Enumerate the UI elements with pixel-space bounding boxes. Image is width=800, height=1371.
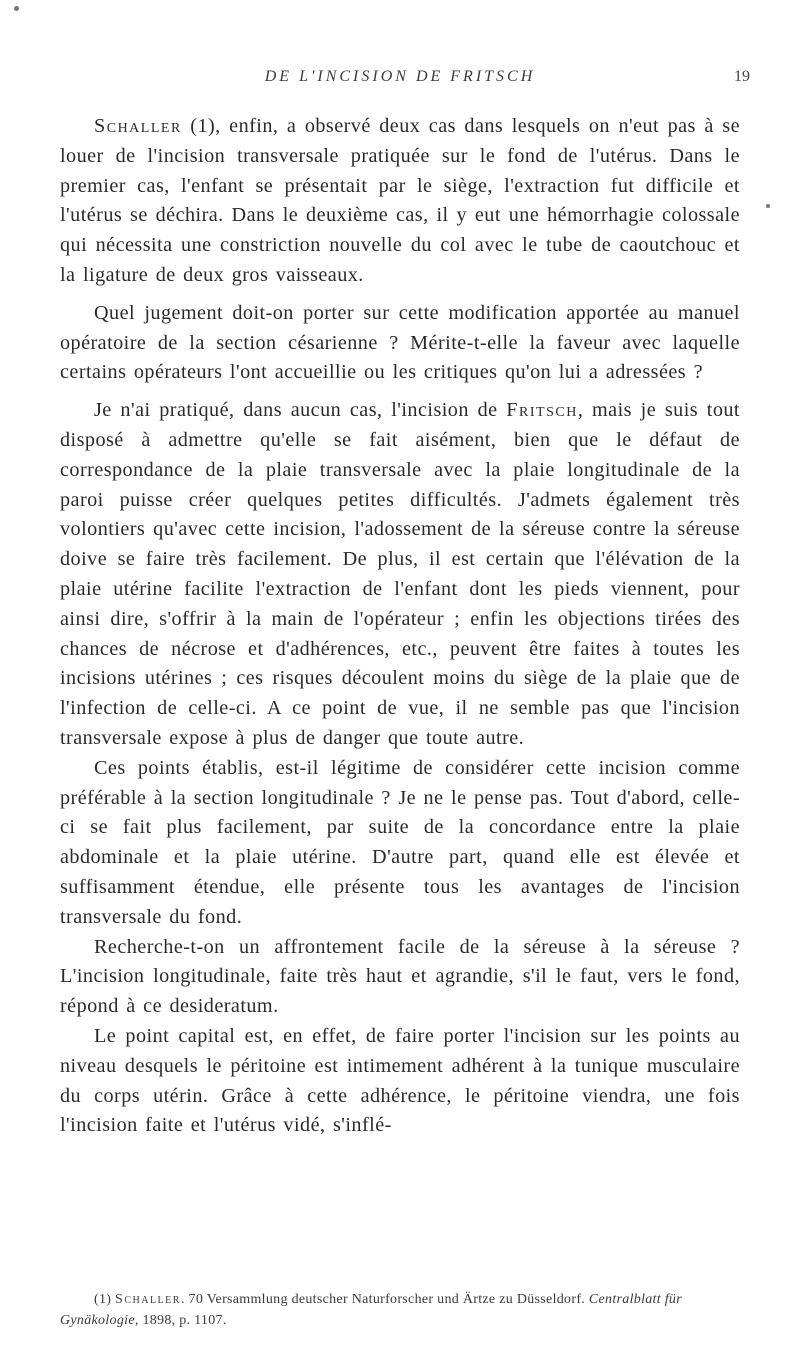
ink-speck [14,6,19,11]
paragraph-4 [60,754,740,933]
footnote-main: . 70 Versammlung deutscher Naturforscher und Ärtze zu Düsseldorf. [180,1292,589,1307]
footnote-tail: , 1898, p. 1107. [134,1313,227,1328]
paragraph-3-lead: Je n'ai pratiqué, dans aucun cas, l'incision de [94,399,507,422]
paragraph-1 [60,112,740,291]
running-title: DE L'INCISION DE FRITSCH [264,68,536,85]
paragraph-3-text: , mais je suis tout disposé à admettre qu'elle se fait aisément, bien que le défaut de correspondance de la plaie transversale avec la plaie longitudinale de la paroi puisse créer quelques petites difficultés. J'admets également très volontiers qu'avec cette incision, l'adossement de la séreuse contre la séreuse doive se faire très facilement. De plus, il est certain que l'élévation de la plaie utérine facilite l'extraction de l'enfant dont les pieds viennent, pour ainsi dire, s'offrir à la main de l'opérateur ; enfin les objections tirées des chances de nécrose et d'adhérences, etc., peuvent être faites à toutes les incisions utérines ; ces risques découlent moins du siège de la plaie que de l'infection de celle-ci. A ce point de vue, il ne semble pas que l'incision transversale expose à plus de danger que toute autre. [60,399,740,749]
author-name: Schaller [94,115,182,137]
footnote [60,1289,740,1331]
author-name: Fritsch [506,399,578,422]
paragraph-6 [60,1022,740,1141]
paragraph-2-text: Quel jugement doit-on porter sur cette modification apportée au manuel opératoire de la section césarienne ? Mérite-t-elle la faveur avec laquelle certains opérateurs l'ont accueillie ou les critiques qu'on lui a adressées ? [60,301,740,384]
paragraph-2 [60,299,740,388]
footnote-author: Schaller [115,1292,181,1307]
paragraph-1-text: (1), enfin, a observé deux cas dans lesquels on n'eut pas à se louer de l'incision transversale pratiquée sur le fond de l'utérus. Dans le premier cas, l'enfant se présentait par le siège, l'extraction fut difficile et l'utérus se déchira. Dans le deuxième cas, il y eut une hémorrhagie colossale qui nécessita une constriction nouvelle du col avec le tube de caoutchouc et la ligature de deux gros vaisseaux. [60,115,740,286]
body-text [60,112,740,1141]
paragraph-3 [60,396,740,754]
running-head [60,68,750,98]
footnote-marker: (1) [94,1292,112,1307]
ink-speck [766,204,770,208]
footnote-text [60,1289,740,1331]
page-number: 19 [734,68,750,85]
paragraph-5-text: Recherche-t-on un affrontement facile de la séreuse à la séreuse ? L'incision longitudinale, faite très haut et agrandie, s'il le faut, vers le fond, répond à ce desideratum. [60,935,740,1018]
paragraph-5 [60,933,740,1022]
footnote-journal: Centralblatt für Gynäkologie [60,1292,682,1328]
paragraph-4-text: Ces points établis, est-il légitime de considérer cette incision comme préférable à la section longitudinale ? Je ne le pense pas. Tout d'abord, celle-ci se fait plus facilement, par suite de la concordance entre la plaie abdominale et la plaie utérine. D'autre part, quand elle est élevée et suffisamment étendue, elle présente tous les avantages de l'incision transversale du fond. [60,756,740,928]
paragraph-6-text: Le point capital est, en effet, de faire porter l'incision sur les points au niveau desquels le péritoine est intimement adhérent à la tunique musculaire du corps utérin. Grâce à cette adhérence, le péritoine viendra, une fois l'incision faite et l'utérus vidé, s'inflé- [60,1024,740,1137]
